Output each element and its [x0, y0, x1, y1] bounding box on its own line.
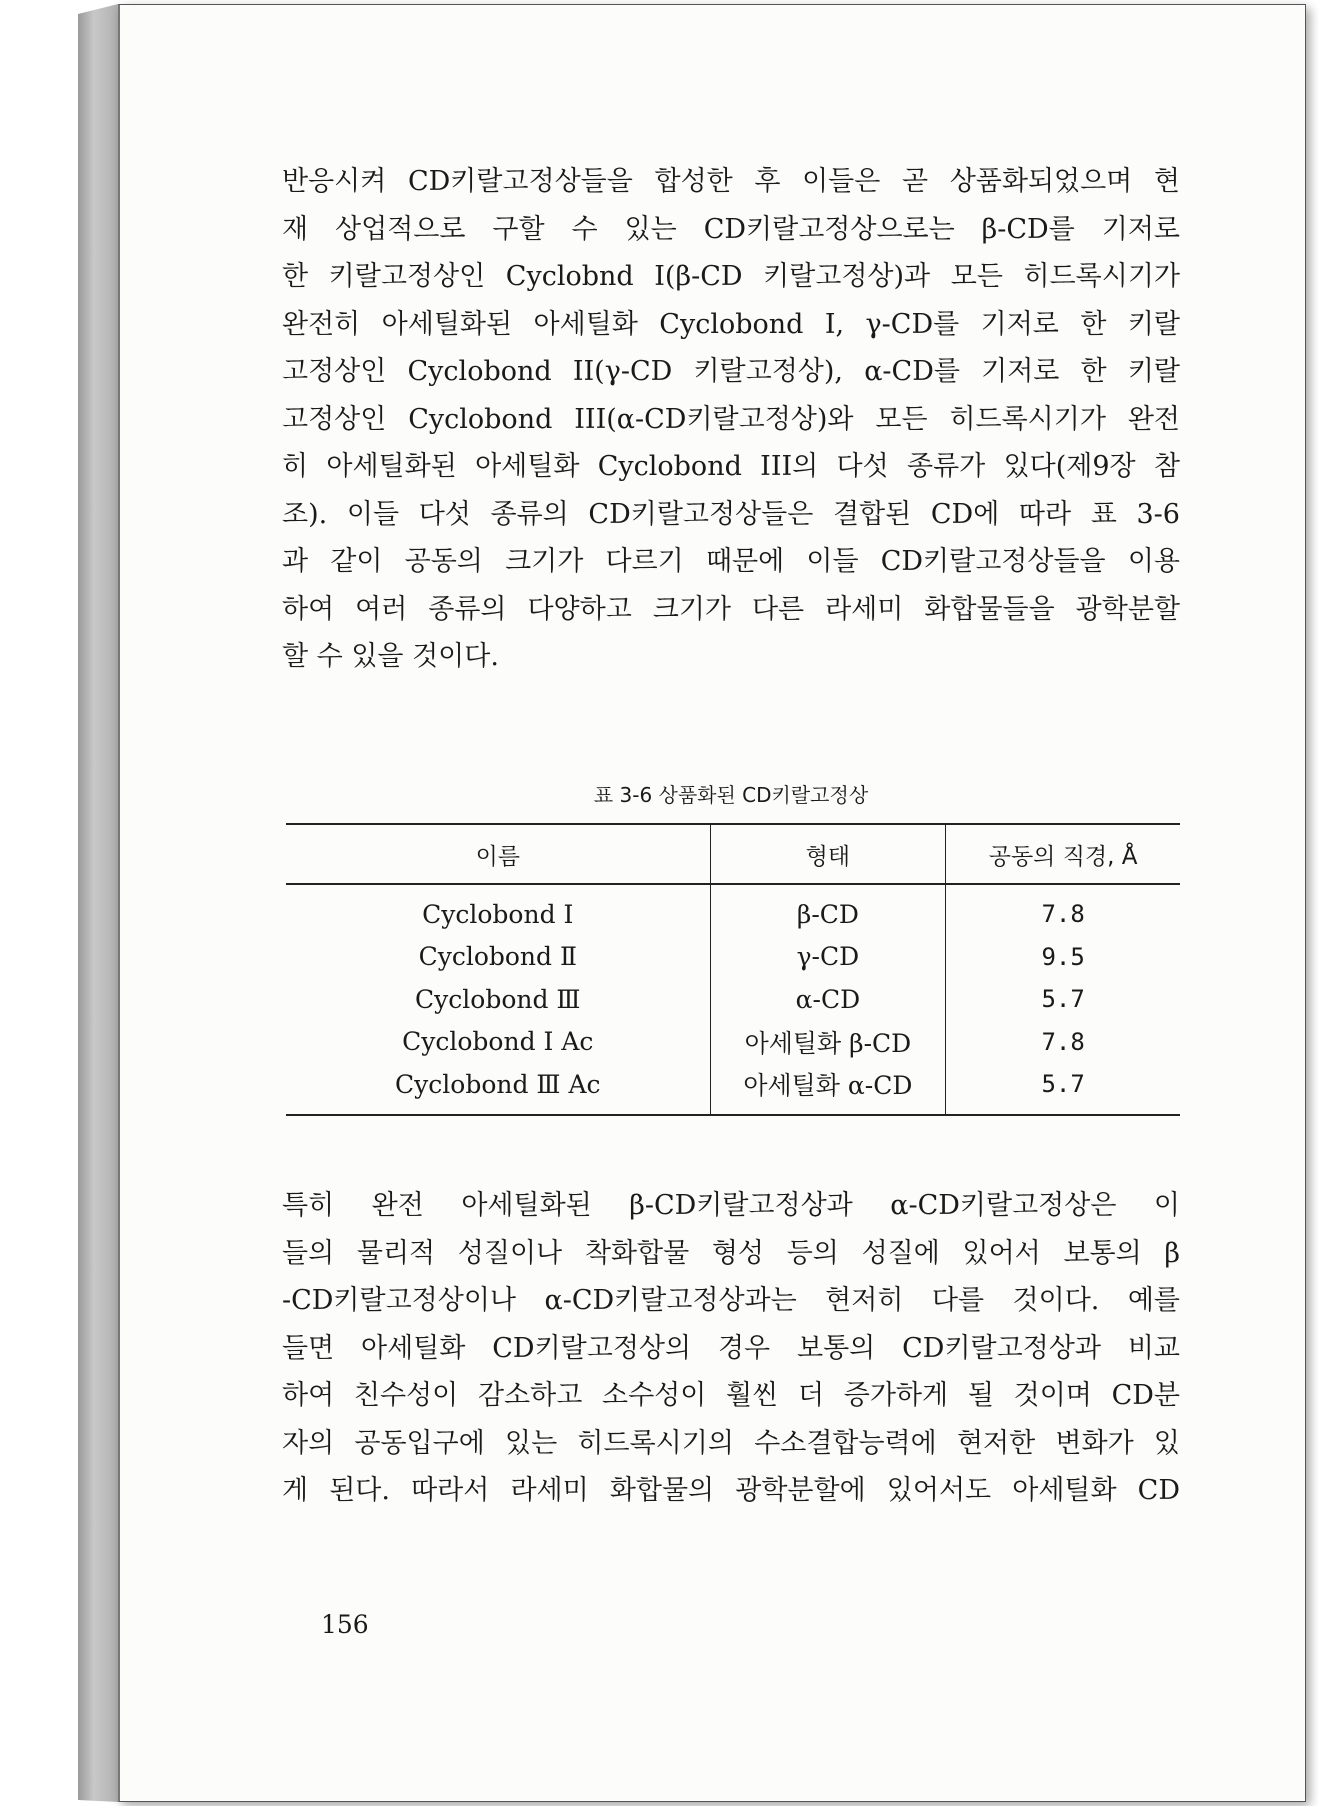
text-line: 특히 완전 아세틸화된 β-CD키랄고정상과 α-CD키랄고정상은 이: [282, 1190, 1180, 1221]
cell-form: β-CD: [710, 884, 946, 936]
text-line: 완전히 아세틸화된 아세틸화 Cyclobond I, γ-CD를 기저로 한 키랄: [282, 308, 1180, 340]
text-line: 반응시켜 CD키랄고정상들을 합성한 후 이들은 곧 상품화되었으며 현: [282, 166, 1180, 197]
page-number: 156: [321, 1610, 369, 1639]
cell-form: 아세틸화 α-CD: [710, 1063, 946, 1115]
cell-diameter: 7.8: [1041, 1027, 1085, 1056]
cell-form: γ-CD: [710, 936, 946, 979]
table-row: [286, 1063, 1180, 1115]
header-cavity-diameter: 공동의 직경, Å: [988, 843, 1138, 870]
cell-name: Cyclobond Ⅲ Ac: [395, 1069, 601, 1099]
table-header-row: [286, 824, 1180, 884]
text-line: 하여 친수성이 감소하고 소수성이 훨씬 더 증가하게 될 것이며 CD분: [282, 1380, 1180, 1411]
table-row: [286, 978, 1180, 1021]
text-line: 고정상인 Cyclobond II(γ-CD 키랄고정상), α-CD를 기저로 한 키랄: [282, 356, 1180, 387]
book-spine-edge: [78, 4, 118, 1802]
text-line: -CD키랄고정상이나 α-CD키랄고정상과는 현저히 다를 것이다. 예를: [282, 1285, 1180, 1316]
cell-diameter: 5.7: [1041, 985, 1085, 1014]
cell-form: α-CD: [710, 978, 946, 1021]
cell-diameter: 9.5: [1041, 942, 1085, 971]
text-line: 들면 아세틸화 CD키랄고정상의 경우 보통의 CD키랄고정상과 비교: [282, 1332, 1180, 1364]
table-caption: 표 3-6 상품화된 CD키랄고정상: [593, 783, 869, 807]
text-line: 하여 여러 종류의 다양하고 크기가 다른 라세미 화합물들을 광학분할: [282, 593, 1180, 625]
text-line: 조). 이들 다섯 종류의 CD키랄고정상들은 결합된 CD에 따라 표 3-6: [282, 498, 1180, 530]
cell-diameter: 7.8: [1041, 900, 1085, 929]
header-name: 이름: [475, 843, 520, 870]
text-line: 히 아세틸화된 아세틸화 Cyclobond III의 다섯 종류가 있다(제9장 참: [282, 451, 1180, 482]
paragraph-2: [282, 1182, 1180, 1515]
cell-form: 아세틸화 β-CD: [710, 1021, 946, 1064]
table-row: [286, 936, 1180, 979]
text-line: 들의 물리적 성질이나 착화합물 형성 등의 성질에 있어서 보통의 β: [282, 1237, 1180, 1269]
text-line: 과 같이 공동의 크기가 다르기 때문에 이들 CD키랄고정상들을 이용: [282, 546, 1180, 577]
cell-name: Cyclobond Ⅲ: [415, 984, 581, 1014]
cell-name: Cyclobond Ⅰ Ac: [402, 1027, 594, 1057]
paragraph-1: [282, 158, 1180, 681]
text-line: 자의 공동입구에 있는 히드록시기의 수소결합능력에 현저한 변화가 있: [282, 1427, 1180, 1459]
cell-diameter: 5.7: [1041, 1070, 1085, 1099]
text-line: 할 수 있을 것이다.: [282, 641, 499, 672]
table-row: [286, 1021, 1180, 1064]
cd-stationary-phase-table: [286, 823, 1180, 1116]
cell-name: Cyclobond Ⅰ: [422, 899, 574, 929]
text-line: 한 키랄고정상인 Cyclobnd I(β-CD 키랄고정상)과 모든 히드록시기가: [282, 261, 1180, 292]
text-line: 고정상인 Cyclobond III(α-CD키랄고정상)와 모든 히드록시기가 완전: [282, 403, 1180, 435]
text-line: 재 상업적으로 구할 수 있는 CD키랄고정상으로는 β-CD를 기저로: [282, 213, 1180, 245]
table-row: [286, 884, 1180, 936]
cell-name: Cyclobond Ⅱ: [418, 942, 577, 972]
text-line: 게 된다. 따라서 라세미 화합물의 광학분할에 있어서도 아세틸화 CD: [282, 1475, 1180, 1506]
header-form: 형태: [710, 824, 946, 884]
